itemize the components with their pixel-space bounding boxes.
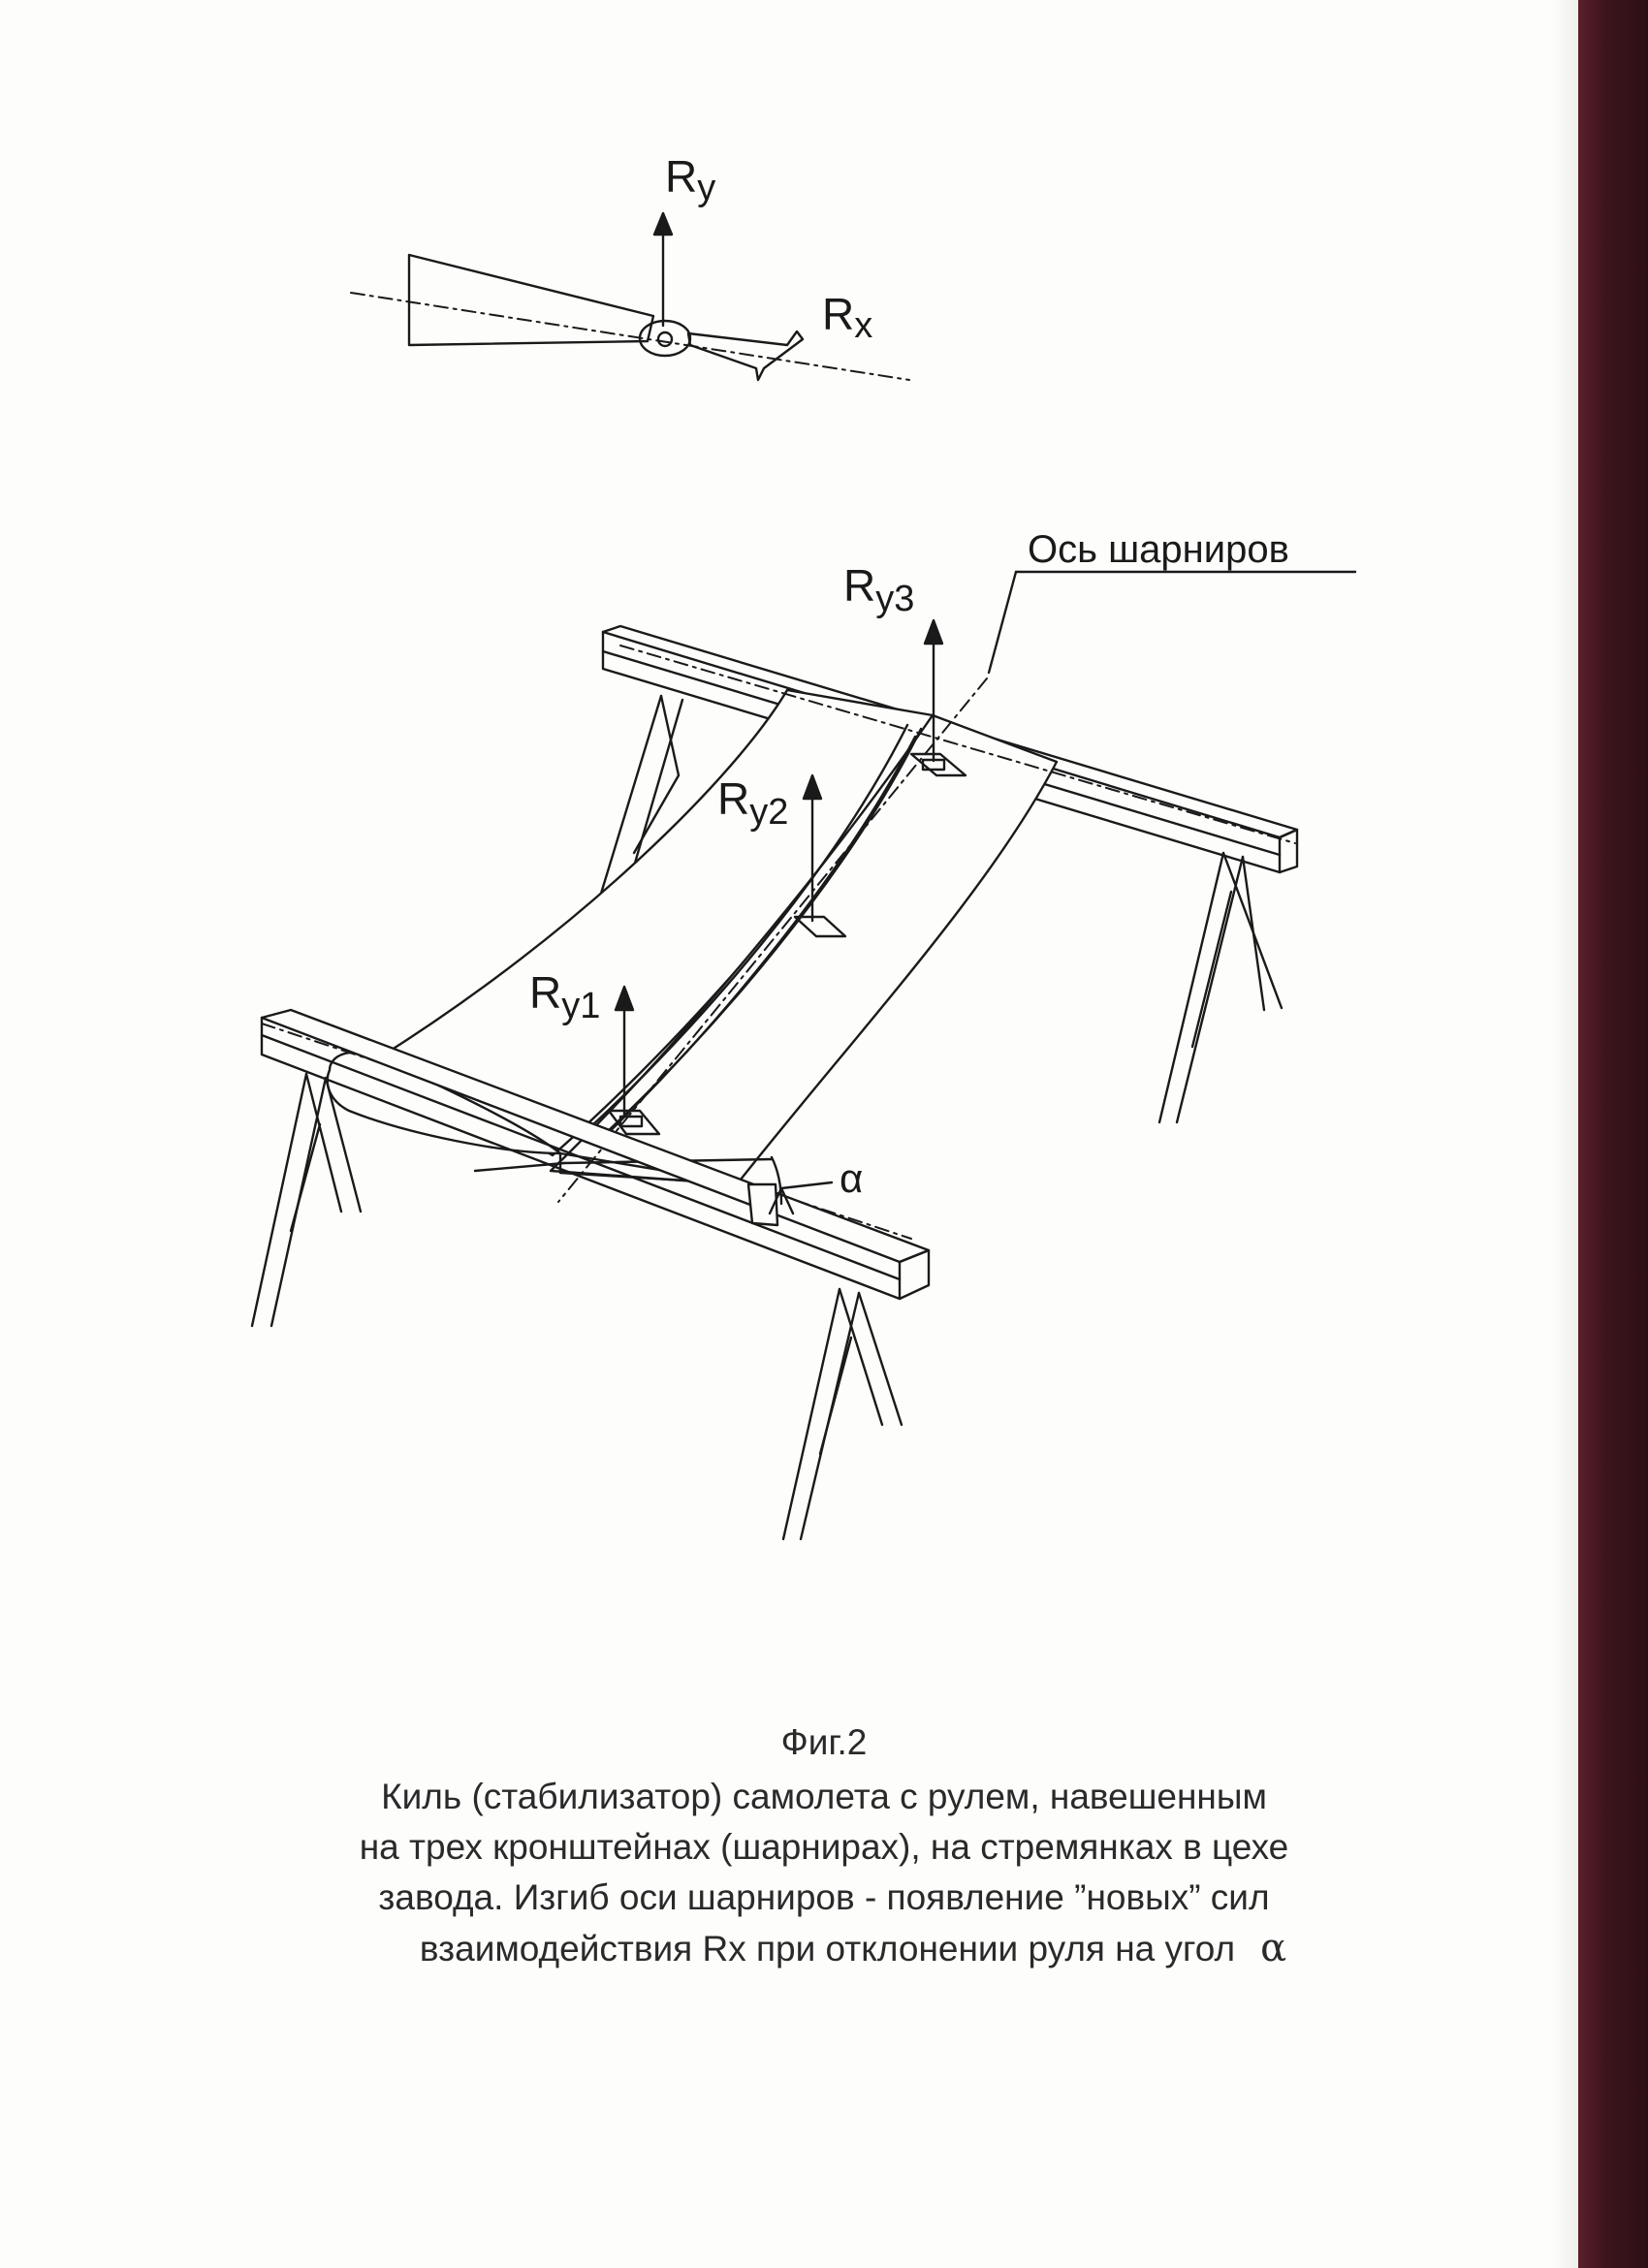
fin-section-outline [409,255,653,345]
assembly-drawing [252,528,1355,1539]
ry3-label: $R_{y3}$ [843,560,915,619]
caption-line-3: завода. Изгиб оси шарниров - появление ”новых” сил [378,1877,1270,1917]
alpha-label: α [840,1155,864,1201]
caption-line-2: на трех кронштейнах (шарнирах), на стремянках в цехе [359,1827,1289,1867]
rudder-section-outline [688,331,803,380]
hinge-axis-callout [989,528,1355,673]
ry1-label: $R_{y1}$ [529,967,601,1026]
front-left-sawhorse-legs [252,1074,361,1326]
figure-number: Фиг.2 [780,1722,868,1762]
figure-caption [174,1717,1474,1974]
caption-line-4-text: взаимодействия Rx при отклонении руля на угол [419,1929,1236,1969]
caption-alpha-symbol: α [1260,1926,1287,1970]
hinge-circle-inner [658,332,672,346]
section-profile [351,151,909,380]
caption-line-1: Киль (стабилизатор) самолета с рулем, навешенным [381,1777,1267,1816]
ry-label: Ry [665,151,716,208]
hinge-axis-label: Ось шарниров [1028,528,1289,571]
front-right-sawhorse-legs [783,1289,902,1539]
fin-and-rudder-surface [328,690,1057,1184]
ry2-label: $R_{y2}$ [717,773,789,833]
back-right-sawhorse-legs [1159,853,1282,1122]
rx-label: Rx [822,289,873,346]
ry-arrowhead [654,213,672,235]
caption-line-4 [174,1923,1474,1974]
